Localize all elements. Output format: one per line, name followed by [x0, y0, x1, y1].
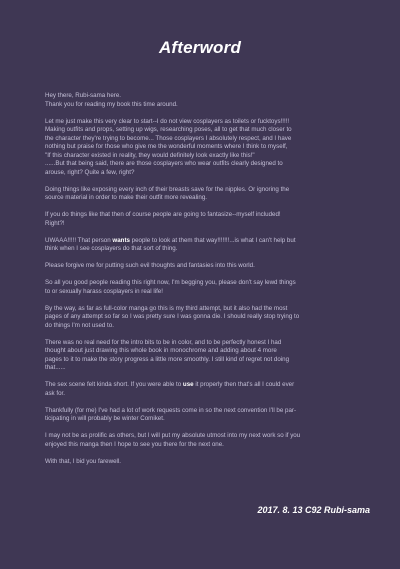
text-segment: Please forgive me for putting such evil thoughts and fantasies into this world. [45, 262, 255, 269]
text-line [45, 288, 367, 297]
text-segment: Thank you for reading my book this time around. [45, 100, 178, 108]
text-line [45, 390, 367, 399]
text-line [45, 305, 367, 314]
text-segment: source material in order to make their outfit more revealing. [45, 194, 207, 201]
text-line [45, 194, 367, 203]
text-line [45, 126, 367, 135]
text-segment: With that, I bid you farewell. [45, 457, 122, 465]
text-line [45, 441, 367, 450]
paragraph [45, 186, 367, 203]
text-segment: Right?! [45, 219, 65, 227]
text-segment: The sex scene felt kinda short. If you were able to [45, 381, 183, 388]
text-line [45, 313, 367, 322]
signature: 2017. 8. 13 C92 Rubi-sama [257, 505, 370, 515]
text-segment: UWAAA!!!!! That person [45, 236, 113, 244]
text-segment: ......But that being said, there are those cosplayers who wear outfits clearly designed to [45, 160, 283, 167]
text-segment: So all you good people reading this right now, I'm begging you, please don't say lewd things [45, 279, 296, 286]
emphasis-text: use [182, 381, 194, 388]
text-line [45, 186, 367, 195]
text-line [45, 152, 367, 161]
text-segment: ask for. [45, 389, 65, 397]
text-segment: that...... [45, 364, 66, 371]
text-segment: I may not be as prolific as others, but I will put my absolute utmost into my next work so if you [45, 432, 301, 439]
text-segment: do things I'm not used to. [45, 321, 114, 329]
text-line [45, 458, 367, 467]
text-line [45, 322, 367, 331]
text-segment: "If this character existed in reality, they would definitely look exactly like this!" [45, 151, 255, 159]
text-segment: Making outfits and props, setting up wigs, researching poses, all to get that much closer to [45, 126, 292, 133]
text-line [45, 407, 367, 416]
text-line [45, 118, 367, 127]
text-segment: it properly then that's all I could ever [193, 381, 295, 388]
text-segment: Let me just make this very clear to start--I do not view cosplayers as toilets or fucktoys!!!!! [45, 117, 290, 125]
text-line [45, 279, 367, 288]
paragraph [45, 211, 367, 228]
text-line [45, 237, 367, 246]
text-line [45, 169, 367, 178]
text-line [45, 381, 367, 390]
text-segment: If you do things like that then of course people are going to fantasize--myself included! [45, 211, 281, 218]
text-segment: nothing but praise for those who give me the wonderful moments where I think to myself, [45, 143, 288, 150]
text-line [45, 415, 367, 424]
paragraph [45, 339, 367, 373]
text-line [45, 101, 367, 110]
text-line [45, 135, 367, 144]
text-segment: ticipating in will probably be winter Comiket. [45, 415, 165, 422]
text-line [45, 432, 367, 441]
text-segment: Hey there, Rubi-sama here. [45, 92, 122, 99]
text-segment: Thankfully (for me) I've had a lot of work requests come in so the next convention I'll be par- [45, 406, 297, 414]
text-line [45, 364, 367, 373]
text-line [45, 143, 367, 152]
text-line [45, 356, 367, 365]
paragraph [45, 432, 367, 449]
paragraph [45, 237, 367, 254]
text-line [45, 262, 367, 271]
text-segment: pages to it to make the story progress a little more smoothly. I still kind of regret not doing [45, 355, 290, 363]
text-segment: to or sexually harass cosplayers in real life! [45, 287, 163, 295]
paragraph [45, 305, 367, 331]
text-segment: Doing things like exposing every inch of their breasts save for the nipples. Or ignoring the [45, 185, 290, 193]
text-segment: By the way, as far as full-color manga go this is my third attempt, but it also had the most [45, 304, 288, 312]
paragraph [45, 407, 367, 424]
text-line [45, 220, 367, 229]
page-title: Afterword [158, 38, 242, 57]
paragraph [45, 262, 367, 271]
afterword-body [45, 92, 367, 475]
text-segment: thought about just drawing this whole book in monochrome and adding about 4 more [45, 347, 277, 354]
text-line [45, 160, 367, 169]
text-line [45, 347, 367, 356]
text-segment: think when I see cosplayers do that sort of thing. [45, 245, 178, 252]
emphasis-text: wants [112, 236, 130, 244]
paragraph [45, 381, 367, 398]
text-line [45, 245, 367, 254]
text-line [45, 339, 367, 348]
text-segment: enjoyed this manga then I hope to see you there for the next one. [45, 440, 224, 448]
text-segment: arouse, right? Quite a few, right? [45, 168, 135, 176]
text-segment: people to look at them that way!!!!!!!...is what I can't help but [129, 236, 296, 244]
paragraph [45, 458, 367, 467]
text-segment: There was no real need for the intro bits to be in color, and to be perfectly honest I had [45, 338, 282, 346]
text-line [45, 211, 367, 220]
text-segment: the character they're trying to become... Those cosplayers I absolutely respect, and I have [45, 134, 292, 142]
paragraph [45, 118, 367, 178]
paragraph [45, 279, 367, 296]
paragraph [45, 92, 367, 109]
text-segment: pages of any attempt so far so I was pretty sure I was gonna die. I should really stop trying to [45, 313, 300, 320]
text-line [45, 92, 367, 101]
